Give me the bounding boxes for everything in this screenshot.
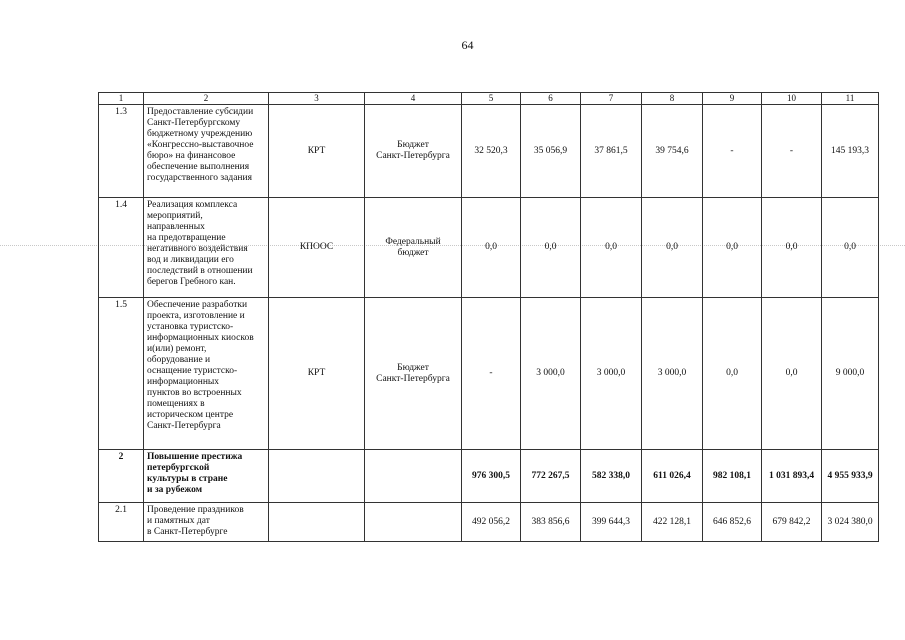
value-cell: - (762, 105, 822, 198)
value-cell: 399 644,3 (581, 503, 642, 542)
total-cell: 4 955 933,9 (822, 450, 879, 503)
value-cell: 1 031 893,4 (762, 450, 822, 503)
value-cell: 37 861,5 (581, 105, 642, 198)
value-cell: 0,0 (762, 198, 822, 298)
value-cell: 383 856,6 (521, 503, 581, 542)
value-cell: 3 000,0 (581, 298, 642, 450)
item-description: Проведение праздников и памятных дат в Санкт-Петербурге (144, 503, 269, 542)
value-cell: 0,0 (762, 298, 822, 450)
executor: КПООС (269, 198, 365, 298)
item-number: 1.5 (99, 298, 144, 450)
column-number: 3 (269, 93, 365, 105)
item-description: Предоставление субсидии Санкт-Петербургскому бюджетному учреждению «Конгрессно-выставочное бюро» на финансовое обеспечение выполнения государственного задания (144, 105, 269, 198)
column-number: 8 (642, 93, 703, 105)
value-cell: 646 852,6 (703, 503, 762, 542)
executor (269, 450, 365, 503)
value-cell: 32 520,3 (462, 105, 521, 198)
value-cell: 0,0 (462, 198, 521, 298)
value-cell: 422 128,1 (642, 503, 703, 542)
funding-source: Бюджет Санкт-Петербурга (365, 298, 462, 450)
item-number: 1.3 (99, 105, 144, 198)
value-cell: 0,0 (703, 198, 762, 298)
value-cell: 0,0 (703, 298, 762, 450)
value-cell: 772 267,5 (521, 450, 581, 503)
page-number: 64 (461, 38, 474, 52)
column-number-row (99, 93, 879, 105)
table-row (99, 198, 879, 298)
total-cell: 0,0 (822, 198, 879, 298)
column-number: 7 (581, 93, 642, 105)
item-description: Повышение престижа петербургской культуры в стране и за рубежом (144, 450, 269, 503)
total-cell: 3 024 380,0 (822, 503, 879, 542)
value-cell: 0,0 (581, 198, 642, 298)
value-cell: 976 300,5 (462, 450, 521, 503)
funding-source: Федеральный бюджет (365, 198, 462, 298)
funding-source (365, 503, 462, 542)
funding-source (365, 450, 462, 503)
column-number: 10 (762, 93, 822, 105)
item-number: 1.4 (99, 198, 144, 298)
column-number: 9 (703, 93, 762, 105)
column-number: 6 (521, 93, 581, 105)
column-number: 11 (822, 93, 879, 105)
funding-source: Бюджет Санкт-Петербурга (365, 105, 462, 198)
value-cell: 582 338,0 (581, 450, 642, 503)
value-cell: 35 056,9 (521, 105, 581, 198)
value-cell: 39 754,6 (642, 105, 703, 198)
executor (269, 503, 365, 542)
table-row (99, 298, 879, 450)
total-cell: 9 000,0 (822, 298, 879, 450)
budget-table (98, 92, 879, 542)
item-description: Обеспечение разработки проекта, изготовление и установка туристско- информационных киосков и(или) ремонт, оборудование и оснащение туристско- информационных пунктов во встроенных помещениях в историческом центре Санкт-Петербурга (144, 298, 269, 450)
total-cell: 145 193,3 (822, 105, 879, 198)
value-cell: 611 026,4 (642, 450, 703, 503)
value-cell: 0,0 (521, 198, 581, 298)
value-cell: 3 000,0 (642, 298, 703, 450)
value-cell: - (462, 298, 521, 450)
item-number: 2.1 (99, 503, 144, 542)
column-number: 4 (365, 93, 462, 105)
column-number: 1 (99, 93, 144, 105)
column-number: 5 (462, 93, 521, 105)
executor: КРТ (269, 105, 365, 198)
value-cell: 492 056,2 (462, 503, 521, 542)
value-cell: 982 108,1 (703, 450, 762, 503)
table-row (99, 503, 879, 542)
item-description: Реализация комплекса мероприятий, направленных на предотвращение негативного воздействия вод и ликвидации его последствий в отношении берегов Гребного кан. (144, 198, 269, 298)
executor: КРТ (269, 298, 365, 450)
value-cell: 0,0 (642, 198, 703, 298)
table-row (99, 105, 879, 198)
item-number: 2 (99, 450, 144, 503)
value-cell: 3 000,0 (521, 298, 581, 450)
value-cell: - (703, 105, 762, 198)
value-cell: 679 842,2 (762, 503, 822, 542)
section-total-row (99, 450, 879, 503)
column-number: 2 (144, 93, 269, 105)
